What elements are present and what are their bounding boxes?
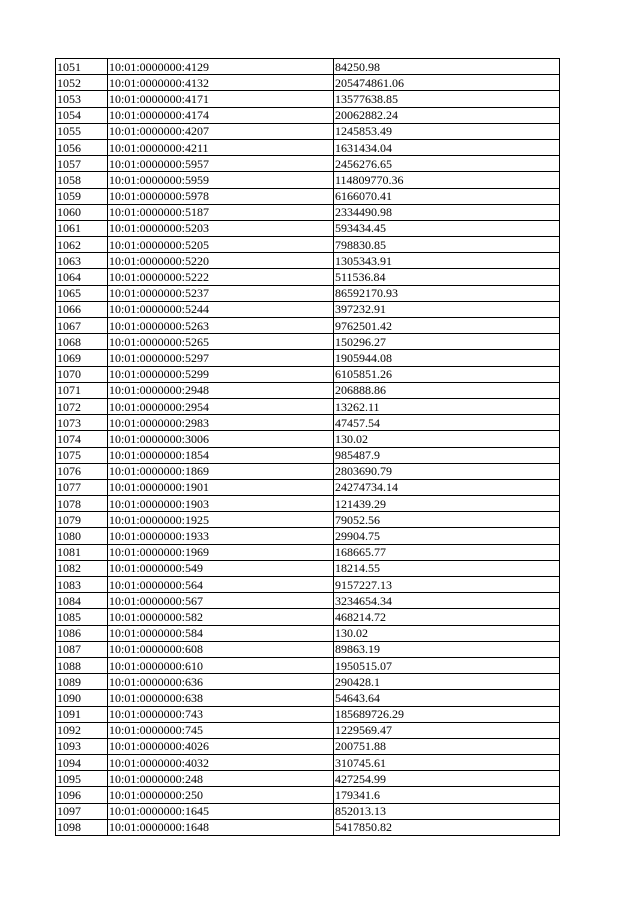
table-row xyxy=(56,625,560,641)
cadastral-number-cell: 10:01:0000000:1933 xyxy=(108,528,334,544)
value-cell: 468214.72 xyxy=(334,609,560,625)
cadastral-number-cell: 10:01:0000000:5959 xyxy=(108,172,334,188)
row-number-cell: 1053 xyxy=(56,91,108,107)
cadastral-number-cell: 10:01:0000000:1901 xyxy=(108,479,334,495)
value-cell: 86592170.93 xyxy=(334,285,560,301)
cadastral-number-cell: 10:01:0000000:5220 xyxy=(108,253,334,269)
table-row xyxy=(56,318,560,334)
value-cell: 47457.54 xyxy=(334,415,560,431)
value-cell: 18214.55 xyxy=(334,560,560,576)
value-cell: 1905944.08 xyxy=(334,350,560,366)
row-number-cell: 1072 xyxy=(56,398,108,414)
table-row xyxy=(56,172,560,188)
table-row xyxy=(56,641,560,657)
table-row xyxy=(56,382,560,398)
row-number-cell: 1098 xyxy=(56,819,108,835)
cadastral-number-cell: 10:01:0000000:610 xyxy=(108,657,334,673)
value-cell: 179341.6 xyxy=(334,787,560,803)
table-row xyxy=(56,496,560,512)
value-cell: 2803690.79 xyxy=(334,463,560,479)
row-number-cell: 1082 xyxy=(56,560,108,576)
row-number-cell: 1062 xyxy=(56,237,108,253)
table-row xyxy=(56,755,560,771)
cadastral-number-cell: 10:01:0000000:5297 xyxy=(108,350,334,366)
value-cell: 9157227.13 xyxy=(334,577,560,593)
cadastral-number-cell: 10:01:0000000:4132 xyxy=(108,75,334,91)
cadastral-number-cell: 10:01:0000000:5203 xyxy=(108,220,334,236)
cadastral-number-cell: 10:01:0000000:4129 xyxy=(108,59,334,75)
row-number-cell: 1056 xyxy=(56,139,108,155)
value-cell: 20062882.24 xyxy=(334,107,560,123)
cadastral-number-cell: 10:01:0000000:1969 xyxy=(108,544,334,560)
value-cell: 24274734.14 xyxy=(334,479,560,495)
value-cell: 13262.11 xyxy=(334,398,560,414)
row-number-cell: 1077 xyxy=(56,479,108,495)
cadastral-number-cell: 10:01:0000000:5237 xyxy=(108,285,334,301)
cadastral-number-cell: 10:01:0000000:1648 xyxy=(108,819,334,835)
value-cell: 130.02 xyxy=(334,625,560,641)
value-cell: 54643.64 xyxy=(334,690,560,706)
cadastral-number-cell: 10:01:0000000:5222 xyxy=(108,269,334,285)
data-table-body xyxy=(56,59,560,836)
value-cell: 593434.45 xyxy=(334,220,560,236)
value-cell: 1245853.49 xyxy=(334,123,560,139)
row-number-cell: 1066 xyxy=(56,301,108,317)
cadastral-number-cell: 10:01:0000000:4026 xyxy=(108,738,334,754)
cadastral-number-cell: 10:01:0000000:638 xyxy=(108,690,334,706)
table-row xyxy=(56,431,560,447)
table-row xyxy=(56,107,560,123)
cadastral-number-cell: 10:01:0000000:549 xyxy=(108,560,334,576)
table-row xyxy=(56,593,560,609)
cadastral-number-cell: 10:01:0000000:250 xyxy=(108,787,334,803)
row-number-cell: 1094 xyxy=(56,755,108,771)
table-row xyxy=(56,188,560,204)
table-row xyxy=(56,560,560,576)
row-number-cell: 1064 xyxy=(56,269,108,285)
cadastral-number-cell: 10:01:0000000:4207 xyxy=(108,123,334,139)
value-cell: 114809770.36 xyxy=(334,172,560,188)
row-number-cell: 1093 xyxy=(56,738,108,754)
table-row xyxy=(56,657,560,673)
value-cell: 1305343.91 xyxy=(334,253,560,269)
row-number-cell: 1085 xyxy=(56,609,108,625)
value-cell: 89863.19 xyxy=(334,641,560,657)
table-row xyxy=(56,803,560,819)
table-row xyxy=(56,479,560,495)
value-cell: 206888.86 xyxy=(334,382,560,398)
value-cell: 1229569.47 xyxy=(334,722,560,738)
row-number-cell: 1086 xyxy=(56,625,108,641)
value-cell: 310745.61 xyxy=(334,755,560,771)
value-cell: 798830.85 xyxy=(334,237,560,253)
cadastral-number-cell: 10:01:0000000:2948 xyxy=(108,382,334,398)
row-number-cell: 1071 xyxy=(56,382,108,398)
cadastral-number-cell: 10:01:0000000:5978 xyxy=(108,188,334,204)
value-cell: 200751.88 xyxy=(334,738,560,754)
cadastral-number-cell: 10:01:0000000:743 xyxy=(108,706,334,722)
value-cell: 2334490.98 xyxy=(334,204,560,220)
cadastral-number-cell: 10:01:0000000:1925 xyxy=(108,512,334,528)
table-row xyxy=(56,447,560,463)
row-number-cell: 1095 xyxy=(56,771,108,787)
row-number-cell: 1060 xyxy=(56,204,108,220)
value-cell: 121439.29 xyxy=(334,496,560,512)
value-cell: 6105851.26 xyxy=(334,366,560,382)
table-row xyxy=(56,123,560,139)
row-number-cell: 1067 xyxy=(56,318,108,334)
value-cell: 185689726.29 xyxy=(334,706,560,722)
table-row xyxy=(56,771,560,787)
cadastral-number-cell: 10:01:0000000:1869 xyxy=(108,463,334,479)
cadastral-number-cell: 10:01:0000000:5263 xyxy=(108,318,334,334)
value-cell: 5417850.82 xyxy=(334,819,560,835)
row-number-cell: 1057 xyxy=(56,156,108,172)
row-number-cell: 1090 xyxy=(56,690,108,706)
data-table xyxy=(55,58,560,836)
row-number-cell: 1061 xyxy=(56,220,108,236)
cadastral-number-cell: 10:01:0000000:5205 xyxy=(108,237,334,253)
table-row xyxy=(56,544,560,560)
value-cell: 852013.13 xyxy=(334,803,560,819)
row-number-cell: 1052 xyxy=(56,75,108,91)
value-cell: 397232.91 xyxy=(334,301,560,317)
row-number-cell: 1069 xyxy=(56,350,108,366)
row-number-cell: 1089 xyxy=(56,674,108,690)
table-row xyxy=(56,59,560,75)
row-number-cell: 1096 xyxy=(56,787,108,803)
row-number-cell: 1070 xyxy=(56,366,108,382)
table-row xyxy=(56,285,560,301)
table-row xyxy=(56,350,560,366)
row-number-cell: 1087 xyxy=(56,641,108,657)
value-cell: 290428.1 xyxy=(334,674,560,690)
table-row xyxy=(56,398,560,414)
value-cell: 985487.9 xyxy=(334,447,560,463)
row-number-cell: 1068 xyxy=(56,334,108,350)
row-number-cell: 1091 xyxy=(56,706,108,722)
cadastral-number-cell: 10:01:0000000:4171 xyxy=(108,91,334,107)
row-number-cell: 1088 xyxy=(56,657,108,673)
cadastral-number-cell: 10:01:0000000:4211 xyxy=(108,139,334,155)
table-row xyxy=(56,156,560,172)
cadastral-number-cell: 10:01:0000000:582 xyxy=(108,609,334,625)
row-number-cell: 1074 xyxy=(56,431,108,447)
cadastral-number-cell: 10:01:0000000:745 xyxy=(108,722,334,738)
value-cell: 9762501.42 xyxy=(334,318,560,334)
row-number-cell: 1058 xyxy=(56,172,108,188)
cadastral-number-cell: 10:01:0000000:2983 xyxy=(108,415,334,431)
value-cell: 6166070.41 xyxy=(334,188,560,204)
cadastral-number-cell: 10:01:0000000:3006 xyxy=(108,431,334,447)
cadastral-number-cell: 10:01:0000000:2954 xyxy=(108,398,334,414)
value-cell: 3234654.34 xyxy=(334,593,560,609)
value-cell: 427254.99 xyxy=(334,771,560,787)
row-number-cell: 1076 xyxy=(56,463,108,479)
table-row xyxy=(56,204,560,220)
row-number-cell: 1078 xyxy=(56,496,108,512)
value-cell: 1950515.07 xyxy=(334,657,560,673)
table-row xyxy=(56,366,560,382)
table-row xyxy=(56,819,560,835)
row-number-cell: 1054 xyxy=(56,107,108,123)
table-row xyxy=(56,139,560,155)
cadastral-number-cell: 10:01:0000000:1645 xyxy=(108,803,334,819)
table-row xyxy=(56,415,560,431)
table-row xyxy=(56,690,560,706)
cadastral-number-cell: 10:01:0000000:584 xyxy=(108,625,334,641)
table-row xyxy=(56,463,560,479)
table-row xyxy=(56,609,560,625)
value-cell: 84250.98 xyxy=(334,59,560,75)
row-number-cell: 1080 xyxy=(56,528,108,544)
row-number-cell: 1073 xyxy=(56,415,108,431)
cadastral-number-cell: 10:01:0000000:4032 xyxy=(108,755,334,771)
value-cell: 150296.27 xyxy=(334,334,560,350)
row-number-cell: 1092 xyxy=(56,722,108,738)
cadastral-number-cell: 10:01:0000000:248 xyxy=(108,771,334,787)
row-number-cell: 1083 xyxy=(56,577,108,593)
cadastral-number-cell: 10:01:0000000:4174 xyxy=(108,107,334,123)
value-cell: 2456276.65 xyxy=(334,156,560,172)
value-cell: 511536.84 xyxy=(334,269,560,285)
cadastral-number-cell: 10:01:0000000:564 xyxy=(108,577,334,593)
cadastral-number-cell: 10:01:0000000:5957 xyxy=(108,156,334,172)
table-row xyxy=(56,220,560,236)
table-row xyxy=(56,722,560,738)
cadastral-number-cell: 10:01:0000000:608 xyxy=(108,641,334,657)
table-row xyxy=(56,528,560,544)
table-row xyxy=(56,674,560,690)
table-row xyxy=(56,512,560,528)
row-number-cell: 1075 xyxy=(56,447,108,463)
row-number-cell: 1055 xyxy=(56,123,108,139)
row-number-cell: 1079 xyxy=(56,512,108,528)
cadastral-number-cell: 10:01:0000000:5244 xyxy=(108,301,334,317)
row-number-cell: 1097 xyxy=(56,803,108,819)
row-number-cell: 1084 xyxy=(56,593,108,609)
table-row xyxy=(56,75,560,91)
cadastral-number-cell: 10:01:0000000:5187 xyxy=(108,204,334,220)
value-cell: 13577638.85 xyxy=(334,91,560,107)
table-row xyxy=(56,269,560,285)
value-cell: 168665.77 xyxy=(334,544,560,560)
cadastral-number-cell: 10:01:0000000:636 xyxy=(108,674,334,690)
row-number-cell: 1051 xyxy=(56,59,108,75)
cadastral-number-cell: 10:01:0000000:1903 xyxy=(108,496,334,512)
table-row xyxy=(56,577,560,593)
value-cell: 1631434.04 xyxy=(334,139,560,155)
row-number-cell: 1081 xyxy=(56,544,108,560)
value-cell: 130.02 xyxy=(334,431,560,447)
cadastral-number-cell: 10:01:0000000:1854 xyxy=(108,447,334,463)
row-number-cell: 1063 xyxy=(56,253,108,269)
table-row xyxy=(56,91,560,107)
table-row xyxy=(56,301,560,317)
row-number-cell: 1059 xyxy=(56,188,108,204)
cadastral-number-cell: 10:01:0000000:567 xyxy=(108,593,334,609)
value-cell: 205474861.06 xyxy=(334,75,560,91)
table-row xyxy=(56,787,560,803)
table-row xyxy=(56,334,560,350)
cadastral-number-cell: 10:01:0000000:5265 xyxy=(108,334,334,350)
table-row xyxy=(56,738,560,754)
cadastral-number-cell: 10:01:0000000:5299 xyxy=(108,366,334,382)
row-number-cell: 1065 xyxy=(56,285,108,301)
table-row xyxy=(56,706,560,722)
table-row xyxy=(56,253,560,269)
value-cell: 29904.75 xyxy=(334,528,560,544)
table-row xyxy=(56,237,560,253)
value-cell: 79052.56 xyxy=(334,512,560,528)
